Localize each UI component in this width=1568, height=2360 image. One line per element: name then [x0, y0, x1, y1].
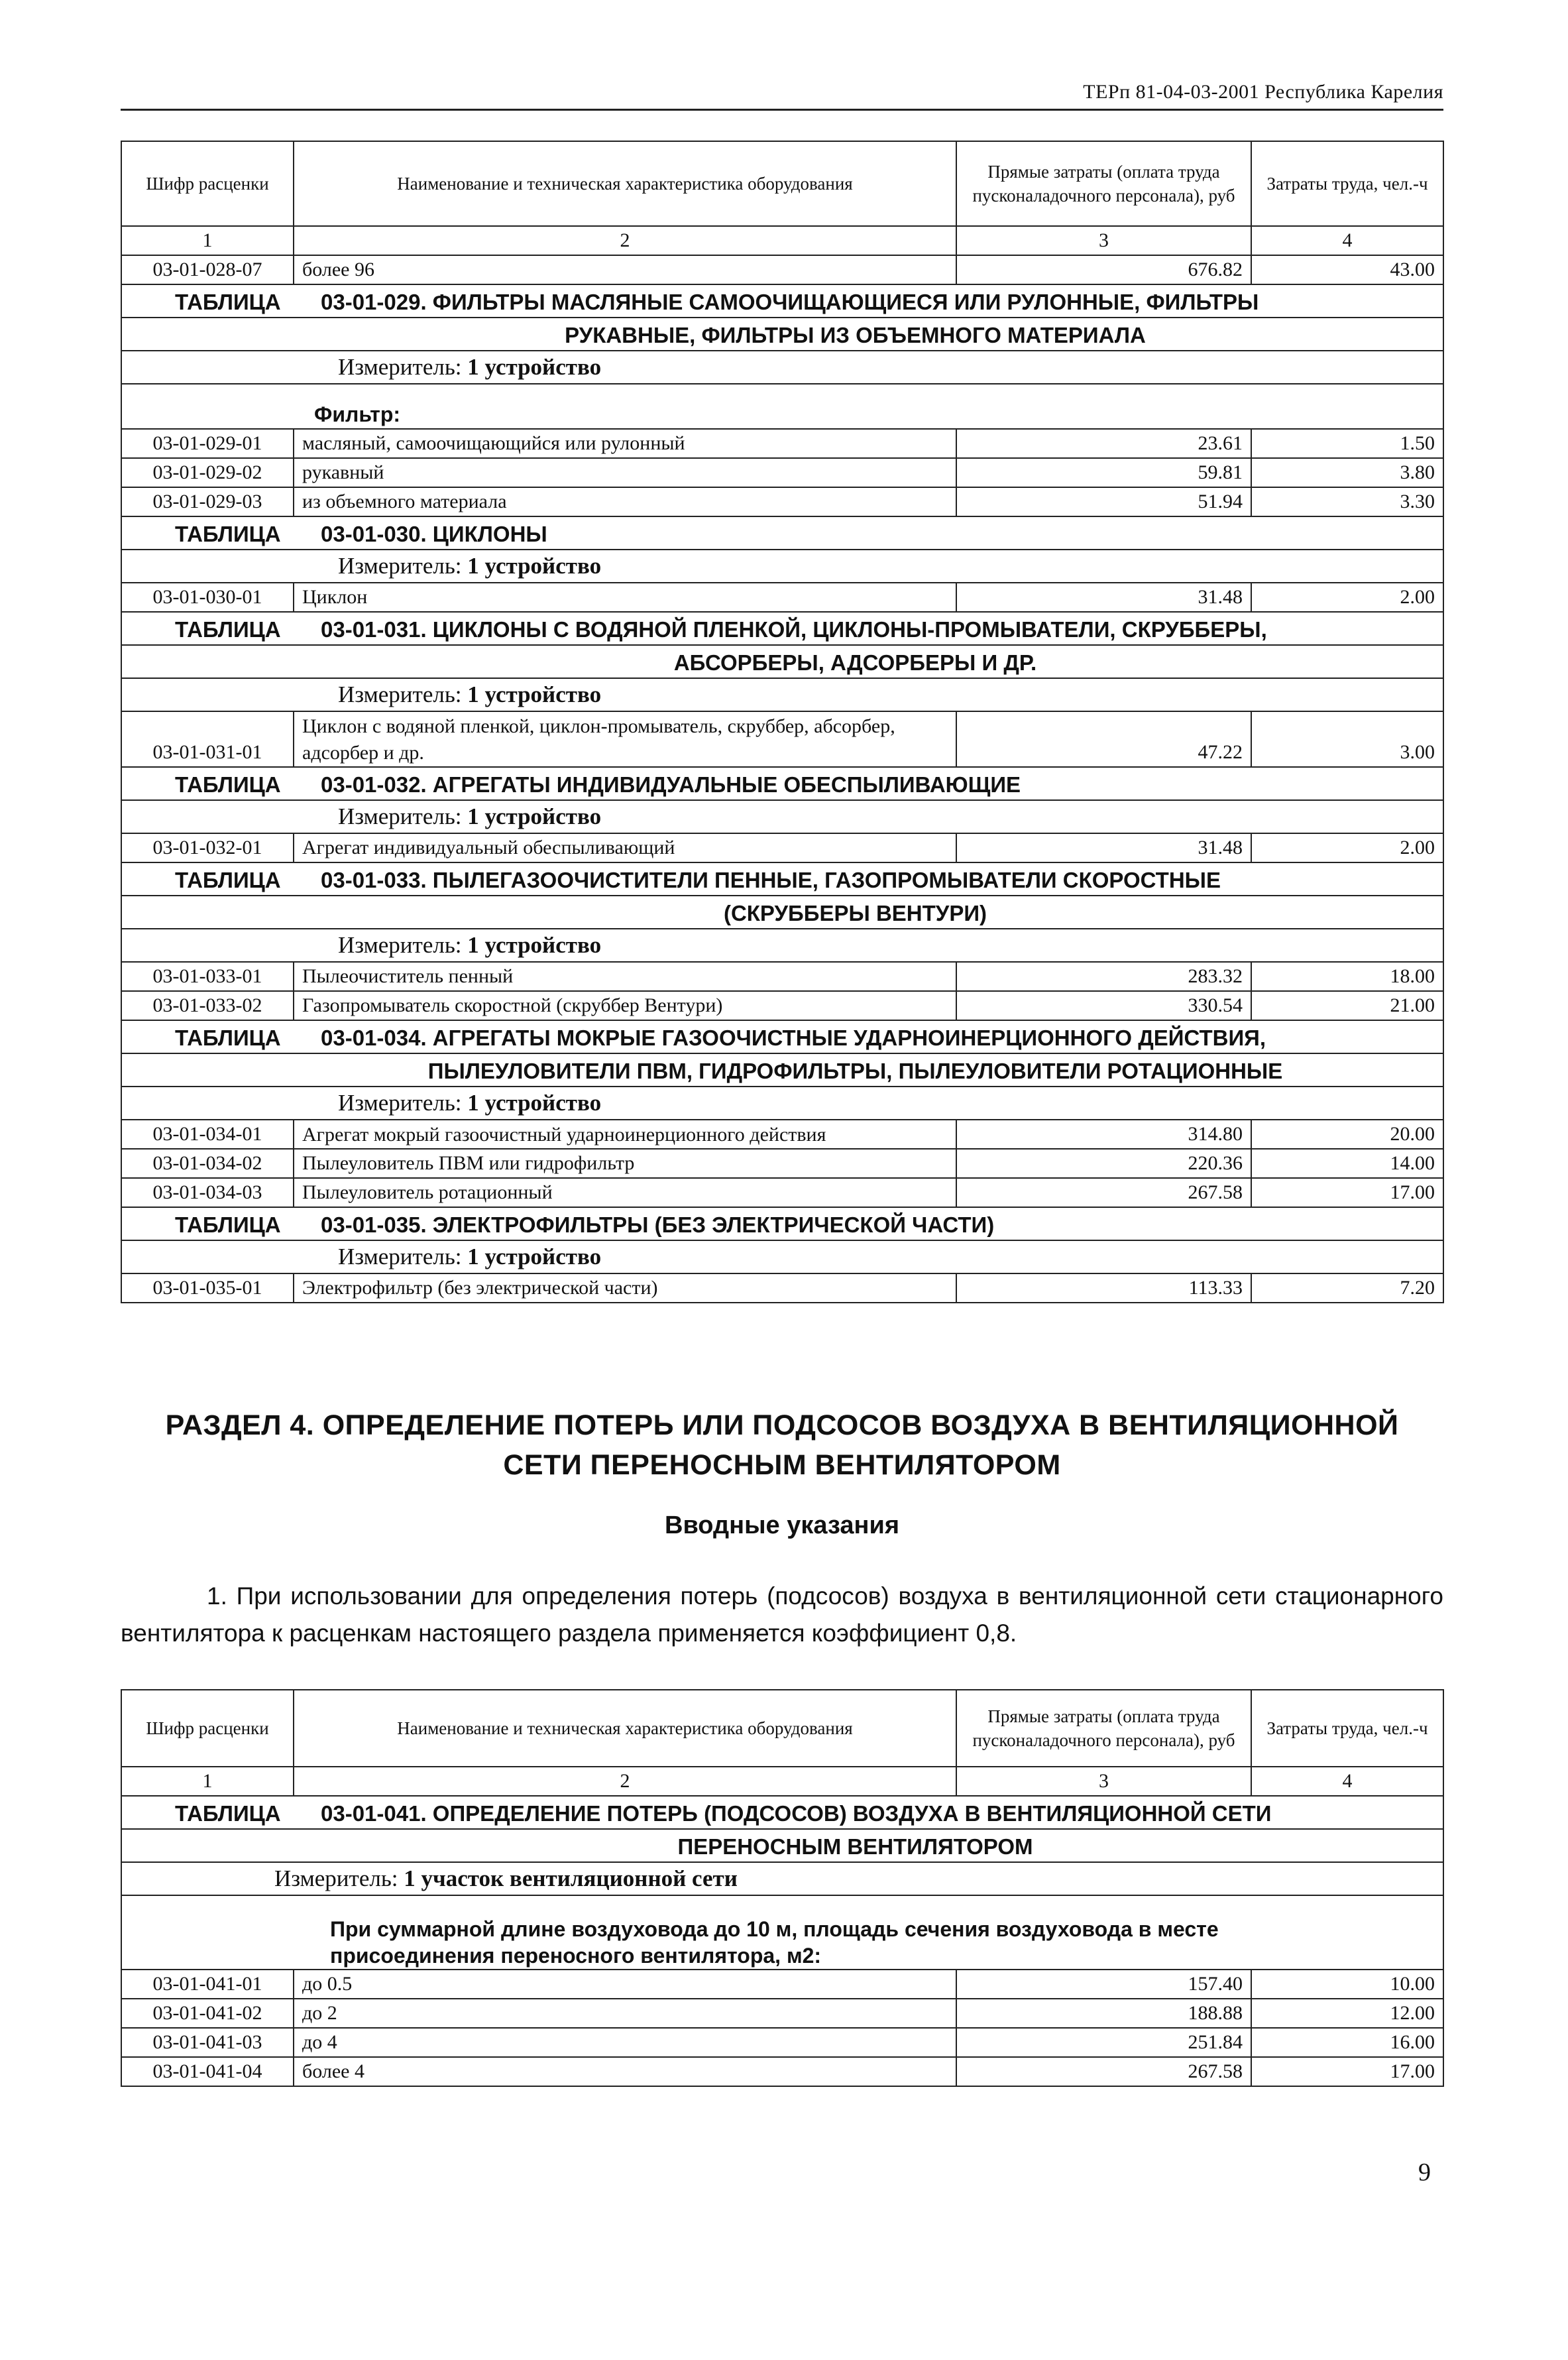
rate-name: до 4	[294, 2028, 956, 2057]
rates-table-1	[121, 141, 1444, 1303]
table-heading-line: АБСОРБЕРЫ, АДСОРБЕРЫ И ДР.	[121, 645, 1443, 678]
header-labor: Затраты труда, чел.-ч	[1251, 1690, 1443, 1767]
rate-code: 03-01-041-04	[121, 2057, 294, 2086]
rate-code: 03-01-029-03	[121, 487, 294, 516]
table-row	[121, 255, 1443, 284]
rate-labor: 43.00	[1251, 255, 1443, 284]
table-heading-line: (СКРУББЕРЫ ВЕНТУРИ)	[121, 896, 1443, 929]
section-title	[121, 1405, 1443, 1485]
measure-unit	[121, 678, 1443, 711]
rate-code: 03-01-034-03	[121, 1178, 294, 1207]
table-title-row	[121, 645, 1443, 678]
measure-unit	[121, 1240, 1443, 1273]
rate-code: 03-01-034-01	[121, 1120, 294, 1149]
table-label: ТАБЛИЦА	[175, 1026, 281, 1050]
rate-labor: 7.20	[1251, 1273, 1443, 1303]
table-title	[121, 1207, 1443, 1240]
table-title	[121, 516, 1443, 550]
table-title	[121, 862, 1443, 896]
col-number: 3	[956, 1767, 1251, 1796]
measure-unit	[121, 1087, 1443, 1120]
rate-code: 03-01-033-01	[121, 962, 294, 991]
table-title-row	[121, 1829, 1443, 1862]
rate-name: Газопромыватель скоростной (скруббер Вентури)	[294, 991, 956, 1020]
measure-label: Измеритель:	[338, 803, 462, 829]
col-number: 1	[121, 1767, 294, 1796]
measure-row	[121, 351, 1443, 384]
rate-code: 03-01-029-01	[121, 429, 294, 458]
measure-row	[121, 678, 1443, 711]
table-row	[121, 2028, 1443, 2057]
rate-name: Пылеуловитель ПВМ или гидрофильтр	[294, 1149, 956, 1178]
table-label: ТАБЛИЦА	[175, 290, 281, 314]
table-heading	[321, 770, 1408, 799]
table-label: ТАБЛИЦА	[175, 522, 281, 546]
measure-label: Измеритель:	[338, 932, 462, 958]
rate-name: до 0.5	[294, 1970, 956, 1999]
table-title-row	[121, 516, 1443, 550]
measure-row	[121, 550, 1443, 583]
rate-cost: 314.80	[956, 1120, 1251, 1149]
rate-labor: 3.00	[1251, 711, 1443, 767]
rate-cost: 31.48	[956, 583, 1251, 612]
table-title-row	[121, 318, 1443, 351]
rate-labor: 17.00	[1251, 1178, 1443, 1207]
table-heading-line: ПЕРЕНОСНЫМ ВЕНТИЛЯТОРОМ	[121, 1829, 1443, 1862]
table-label: ТАБЛИЦА	[175, 617, 281, 642]
table-row	[121, 429, 1443, 458]
rate-cost: 157.40	[956, 1970, 1251, 1999]
table-row	[121, 2057, 1443, 2086]
measure-value: 1 устройство	[467, 553, 602, 579]
rate-code: 03-01-035-01	[121, 1273, 294, 1303]
rate-name: масляный, самоочищающийся или рулонный	[294, 429, 956, 458]
col-number: 3	[956, 226, 1251, 255]
rate-code: 03-01-032-01	[121, 833, 294, 862]
running-header: ТЕРп 81-04-03-2001 Республика Карелия	[121, 81, 1443, 111]
intro-paragraph: 1. При использовании для определения потерь (подсосов) воздуха в вентиляционной сети стационарного вентилятора к расценкам настоящего раздела применяется коэффициент 0,8.	[121, 1582, 1443, 1647]
table-heading-line: 03-01-033. ПЫЛЕГАЗООЧИСТИТЕЛИ ПЕННЫЕ, ГАЗОПРОМЫВАТЕЛИ СКОРОСТНЫЕ	[321, 868, 1221, 892]
measure-row	[121, 800, 1443, 833]
table-heading-line: 03-01-035. ЭЛЕКТРОФИЛЬТРЫ (БЕЗ ЭЛЕКТРИЧЕСКОЙ ЧАСТИ)	[321, 1212, 995, 1237]
table-row	[121, 1970, 1443, 1999]
rate-code: 03-01-031-01	[121, 711, 294, 767]
rate-name: Циклон	[294, 583, 956, 612]
rate-code: 03-01-029-02	[121, 458, 294, 487]
rate-cost: 330.54	[956, 991, 1251, 1020]
rate-code: 03-01-033-02	[121, 991, 294, 1020]
table-title-row	[121, 767, 1443, 800]
table-heading	[321, 520, 1408, 549]
table-row	[121, 962, 1443, 991]
rate-name: более 4	[294, 2057, 956, 2086]
rate-labor: 3.80	[1251, 458, 1443, 487]
table-row	[121, 1120, 1443, 1149]
measure-value: 1 устройство	[467, 681, 602, 707]
table-row	[121, 1178, 1443, 1207]
table-row	[121, 487, 1443, 516]
rate-cost: 676.82	[956, 255, 1251, 284]
rate-labor: 12.00	[1251, 1999, 1443, 2028]
rate-cost: 59.81	[956, 458, 1251, 487]
measure-value: 1 устройство	[467, 1090, 602, 1116]
header-direct-costs: Прямые затраты (оплата труда пусконаладочного персонала), руб	[956, 141, 1251, 226]
page-number: 9	[1418, 2158, 1431, 2186]
table-heading-line: ПЫЛЕУЛОВИТЕЛИ ПВМ, ГИДРОФИЛЬТРЫ, ПЫЛЕУЛОВИТЕЛИ РОТАЦИОННЫЕ	[121, 1053, 1443, 1087]
rate-cost: 283.32	[956, 962, 1251, 991]
rate-labor: 14.00	[1251, 1149, 1443, 1178]
table-title	[121, 284, 1443, 318]
measure-value: 1 участок вентиляционной сети	[404, 1865, 738, 1891]
measure-label: Измеритель:	[338, 681, 462, 707]
table-row	[121, 1149, 1443, 1178]
table-title	[121, 1020, 1443, 1053]
table-label: ТАБЛИЦА	[175, 1212, 281, 1237]
table-title-row	[121, 1796, 1443, 1829]
subheading: Фильтр:	[121, 384, 1443, 429]
table-heading	[321, 1799, 1408, 1828]
rate-name: Агрегат индивидуальный обеспыливающий	[294, 833, 956, 862]
table-row	[121, 458, 1443, 487]
measure-value: 1 устройство	[467, 803, 602, 829]
measure-unit	[121, 800, 1443, 833]
subheading-row	[121, 1895, 1443, 1970]
rate-labor: 2.00	[1251, 833, 1443, 862]
rate-code: 03-01-028-07	[121, 255, 294, 284]
table-title-row	[121, 612, 1443, 645]
table-row	[121, 1999, 1443, 2028]
rate-cost: 23.61	[956, 429, 1251, 458]
table-title-row	[121, 1207, 1443, 1240]
rate-cost: 220.36	[956, 1149, 1251, 1178]
rate-name: Циклон с водяной пленкой, циклон-промыватель, скруббер, абсорбер, адсорбер и др.	[294, 711, 956, 767]
measure-row	[121, 929, 1443, 962]
subheading-row	[121, 384, 1443, 429]
rate-labor: 1.50	[1251, 429, 1443, 458]
measure-label: Измеритель:	[338, 1244, 462, 1269]
rate-labor: 18.00	[1251, 962, 1443, 991]
table-heading-line: 03-01-031. ЦИКЛОНЫ С ВОДЯНОЙ ПЛЕНКОЙ, ЦИКЛОНЫ-ПРОМЫВАТЕЛИ, СКРУББЕРЫ,	[321, 617, 1267, 642]
measure-value: 1 устройство	[467, 354, 602, 380]
measure-value: 1 устройство	[467, 1244, 602, 1269]
col-number: 4	[1251, 1767, 1443, 1796]
rate-name: Пылеуловитель ротационный	[294, 1178, 956, 1207]
table-heading	[321, 615, 1408, 644]
rate-code: 03-01-034-02	[121, 1149, 294, 1178]
table-heading-line: 03-01-029. ФИЛЬТРЫ МАСЛЯНЫЕ САМООЧИЩАЮЩИЕСЯ ИЛИ РУЛОННЫЕ, ФИЛЬТРЫ	[321, 290, 1259, 314]
rate-labor: 3.30	[1251, 487, 1443, 516]
table-row	[121, 991, 1443, 1020]
table-label: ТАБЛИЦА	[175, 772, 281, 797]
rate-labor: 20.00	[1251, 1120, 1443, 1149]
col-number: 1	[121, 226, 294, 255]
table-heading-line: 03-01-030. ЦИКЛОНЫ	[321, 522, 547, 546]
table-heading	[321, 1210, 1408, 1240]
section-title-line: РАЗДЕЛ 4. ОПРЕДЕЛЕНИЕ ПОТЕРЬ ИЛИ ПОДСОСОВ ВОЗДУХА В ВЕНТИЛЯЦИОННОЙ	[165, 1409, 1399, 1441]
table-title-row	[121, 1020, 1443, 1053]
measure-row	[121, 1862, 1443, 1895]
header-code: Шифр расценки	[121, 141, 294, 226]
rates-table-2	[121, 1689, 1444, 2087]
measure-unit	[121, 1862, 1443, 1895]
table-label: ТАБЛИЦА	[175, 1801, 281, 1826]
measure-label: Измеритель:	[338, 1090, 462, 1116]
rate-name: Пылеочиститель пенный	[294, 962, 956, 991]
rate-labor: 17.00	[1251, 2057, 1443, 2086]
rate-code: 03-01-041-02	[121, 1999, 294, 2028]
table-heading-line: 03-01-032. АГРЕГАТЫ ИНДИВИДУАЛЬНЫЕ ОБЕСПЫЛИВАЮЩИЕ	[321, 772, 1021, 797]
subheading: При суммарной длине воздуховода до 10 м, площадь сечения воздуховода в месте присоединения переносного вентилятора, м2:	[121, 1895, 1443, 1970]
table-title-row	[121, 896, 1443, 929]
table-heading-line: 03-01-034. АГРЕГАТЫ МОКРЫЕ ГАЗООЧИСТНЫЕ УДАРНОИНЕРЦИОННОГО ДЕЙСТВИЯ,	[321, 1026, 1266, 1050]
col-number: 2	[294, 1767, 956, 1796]
measure-unit	[121, 550, 1443, 583]
rate-labor: 16.00	[1251, 2028, 1443, 2057]
table-row	[121, 1273, 1443, 1303]
rate-cost: 267.58	[956, 1178, 1251, 1207]
table-heading	[321, 288, 1408, 317]
rate-labor: 10.00	[1251, 1970, 1443, 1999]
rate-code: 03-01-041-03	[121, 2028, 294, 2057]
table-row	[121, 583, 1443, 612]
measure-row	[121, 1240, 1443, 1273]
table-heading-line: РУКАВНЫЕ, ФИЛЬТРЫ ИЗ ОБЪЕМНОГО МАТЕРИАЛА	[121, 318, 1443, 351]
table-label: ТАБЛИЦА	[175, 868, 281, 892]
rate-code: 03-01-041-01	[121, 1970, 294, 1999]
measure-label: Измеритель:	[338, 354, 462, 380]
rate-cost: 113.33	[956, 1273, 1251, 1303]
rate-name: до 2	[294, 1999, 956, 2028]
rate-cost: 188.88	[956, 1999, 1251, 2028]
table-title	[121, 1796, 1443, 1829]
measure-value: 1 устройство	[467, 932, 602, 958]
table-title-row	[121, 862, 1443, 896]
col-number: 4	[1251, 226, 1443, 255]
rate-cost: 251.84	[956, 2028, 1251, 2057]
table-title	[121, 767, 1443, 800]
measure-row	[121, 1087, 1443, 1120]
table-heading	[321, 1024, 1408, 1053]
table-heading-line: 03-01-041. ОПРЕДЕЛЕНИЕ ПОТЕРЬ (ПОДСОСОВ) ВОЗДУХА В ВЕНТИЛЯЦИОННОЙ СЕТИ	[321, 1801, 1272, 1826]
rate-cost: 51.94	[956, 487, 1251, 516]
table-row	[121, 833, 1443, 862]
rate-name: более 96	[294, 255, 956, 284]
table-title-row	[121, 284, 1443, 318]
measure-label: Измеритель:	[338, 553, 462, 579]
measure-unit	[121, 929, 1443, 962]
measure-unit	[121, 351, 1443, 384]
header-labor: Затраты труда, чел.-ч	[1251, 141, 1443, 226]
table-title-row	[121, 1053, 1443, 1087]
rate-name: из объемного материала	[294, 487, 956, 516]
rate-cost: 267.58	[956, 2057, 1251, 2086]
rate-name: рукавный	[294, 458, 956, 487]
header-name: Наименование и техническая характеристика оборудования	[294, 141, 956, 226]
section-title-line: СЕТИ ПЕРЕНОСНЫМ ВЕНТИЛЯТОРОМ	[503, 1449, 1061, 1481]
table-row	[121, 711, 1443, 767]
header-direct-costs: Прямые затраты (оплата труда пусконаладочного персонала), руб	[956, 1690, 1251, 1767]
table-title	[121, 612, 1443, 645]
header-name: Наименование и техническая характеристика оборудования	[294, 1690, 956, 1767]
col-number: 2	[294, 226, 956, 255]
rate-code: 03-01-030-01	[121, 583, 294, 612]
rate-name: Агрегат мокрый газоочистный ударноинерционного действия	[294, 1120, 956, 1149]
rate-cost: 31.48	[956, 833, 1251, 862]
table-heading	[321, 866, 1408, 895]
measure-label: Измеритель:	[274, 1865, 398, 1891]
intro-heading: Вводные указания	[665, 1511, 899, 1539]
rate-cost: 47.22	[956, 711, 1251, 767]
rate-labor: 21.00	[1251, 991, 1443, 1020]
rate-labor: 2.00	[1251, 583, 1443, 612]
header-code: Шифр расценки	[121, 1690, 294, 1767]
rate-name: Электрофильтр (без электрической части)	[294, 1273, 956, 1303]
